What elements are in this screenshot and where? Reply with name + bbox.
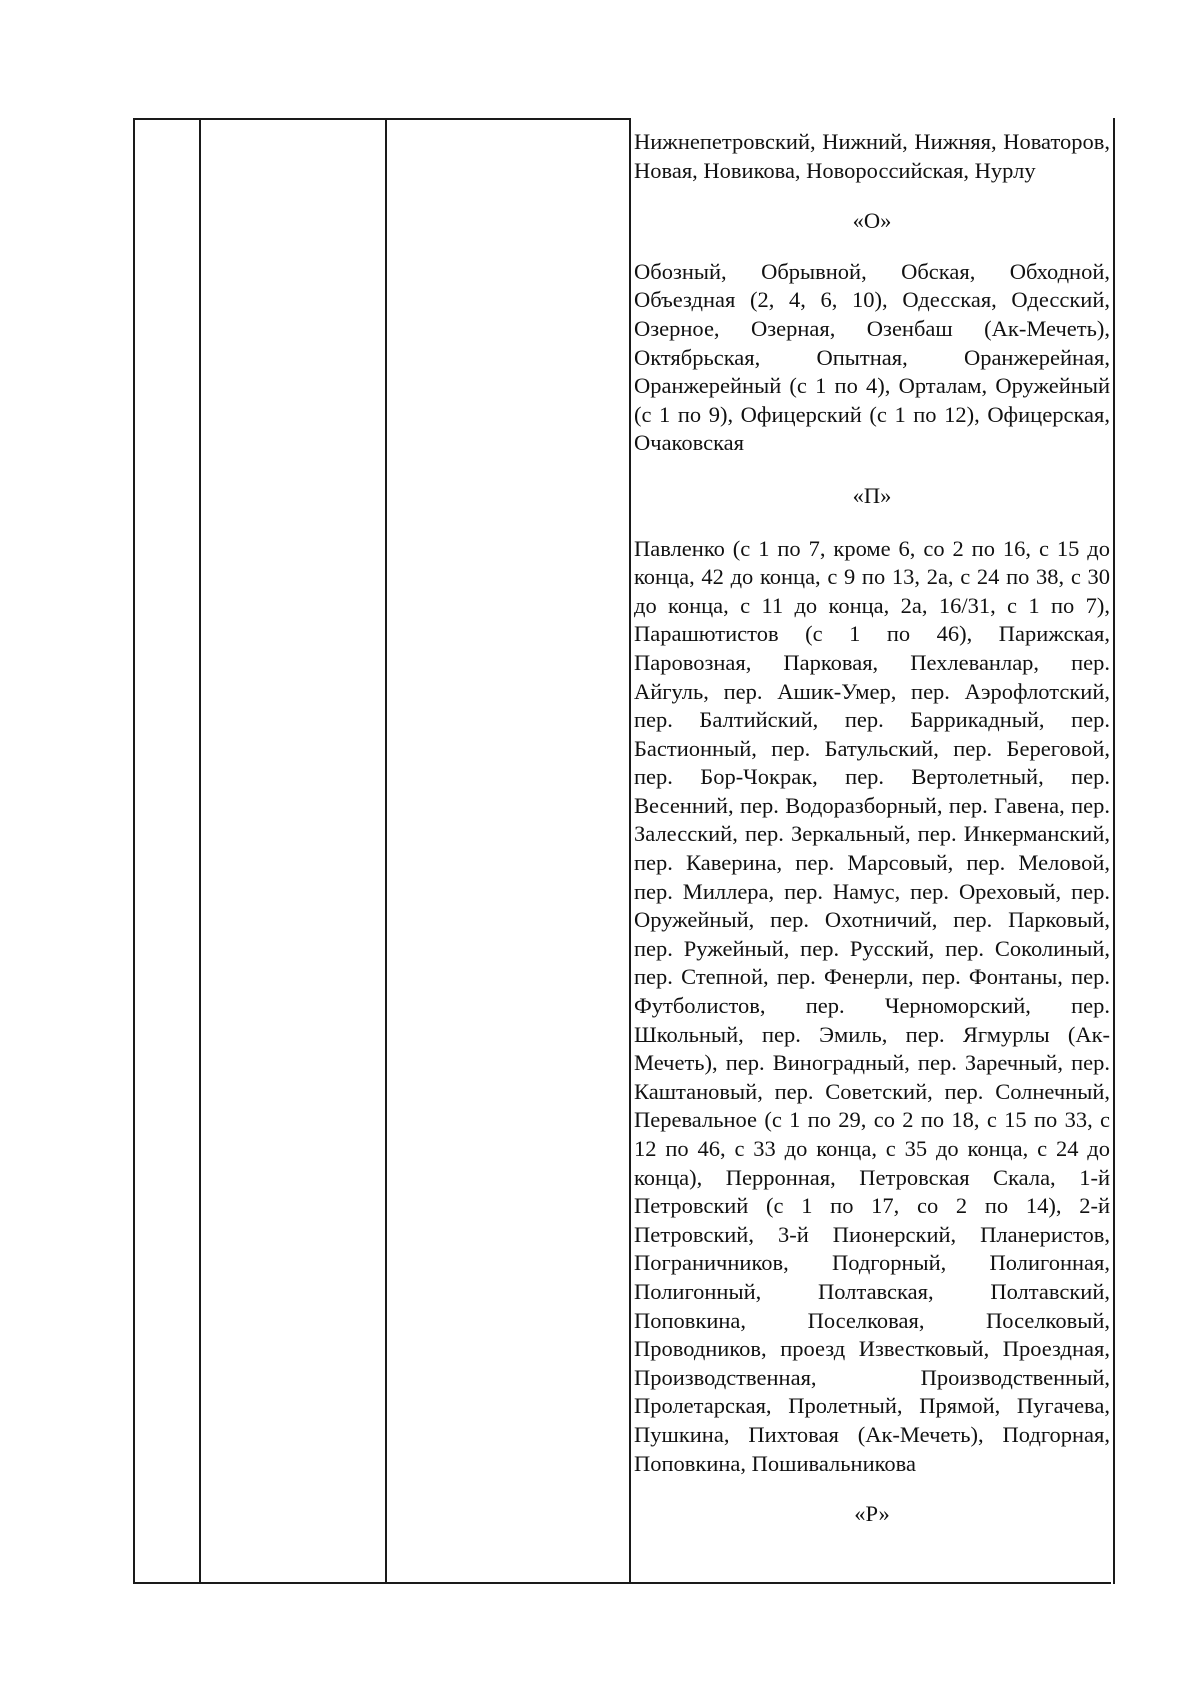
column-divider-1 [133, 118, 135, 1584]
table-bottom-border [133, 1582, 1111, 1584]
table-right-border [1113, 118, 1115, 1584]
streets-o-paragraph: Обозный, Обрывной, Обская, Обходной, Объездная (2, 4, 6, 10), Одесская, Одесский, Озерное, Озерная, Озенбаш (Ак-Мечеть), Октябрьская, Опытная, Оранжерейная, Оранжерейный (с 1 по 4), Орталам, Оружейный (с 1 по 9), Офицерский (с 1 по 12), Офицерская, Очаковская [634, 258, 1110, 456]
streets-n-paragraph: Нижнепетровский, Нижний, Нижняя, Новаторов, Новая, Новикова, Новороссийская, Нурлу [634, 129, 1110, 183]
column-divider-3 [385, 118, 387, 1584]
letter-r-heading: «Р» [854, 1501, 890, 1527]
street-list-cell [634, 128, 1110, 1529]
table-top-border [133, 118, 630, 120]
column-divider-4 [629, 118, 631, 1584]
letter-p-heading: «П» [852, 482, 892, 508]
column-divider-2 [199, 118, 201, 1584]
letter-o-heading: «О» [852, 208, 892, 234]
streets-p-paragraph: Павленко (с 1 по 7, кроме 6, со 2 по 16, с 15 до конца, 42 до конца, с 9 по 13, 2а, с 24 по 38, с 30 до конца, с 11 до конца, 2а, 16/31, с 1 по 7), Парашютистов (с 1 по 46), Парижская, Паровозная, Парковая, Пехлеванлар, пер. Айгуль, пер. Ашик-Умер, пер. Аэрофлотский, пер. Балтийский, пер. Баррикадный, пер. Бастионный, пер. Батульский, пер. Береговой, пер. Бор-Чокрак, пер. Вертолетный, пер. Весенний, пер. Водоразборный, пер. Гавена, пер. Залесский, пер. Зеркальный, пер. Инкерманский, пер. Каверина, пер. Марсовый, пер. Меловой, пер. Миллера, пер. Намус, пер. Ореховый, пер. Оружейный, пер. Охотничий, пер. Парковый, пер. Ружейный, пер. Русский, пер. Соколиный, пер. Степной, пер. Фенерли, пер. Фонтаны, пер. Футболистов, пер. Черноморский, пер. Школьный, пер. Эмиль, пер. Ягмурлы (Ак-Мечеть), пер. Виноградный, пер. Заречный, пер. Каштановый, пер. Советский, пер. Солнечный, Перевальное (с 1 по 29, со 2 по 18, с 15 по 33, с 12 по 46, с 33 до конца, с 35 до конца, с 24 до конца), Перронная, Петровская Скала, 1-й Петровский (с 1 по 17, со 2 по 14), 2-й Петровский, 3-й Пионерский, Планеристов, Пограничников, Подгорный, Полигонная, Полигонный, Полтавская, Полтавский, Поповкина, Поселковая, Поселковый, Проводников, проезд Известковый, Проездная, Производственная, Производственный, Пролетарская, Пролетный, Прямой, Пугачева, Пушкина, Пихтовая (Ак-Мечеть), Подгорная, Поповкина, Пошивальникова [634, 535, 1110, 1476]
